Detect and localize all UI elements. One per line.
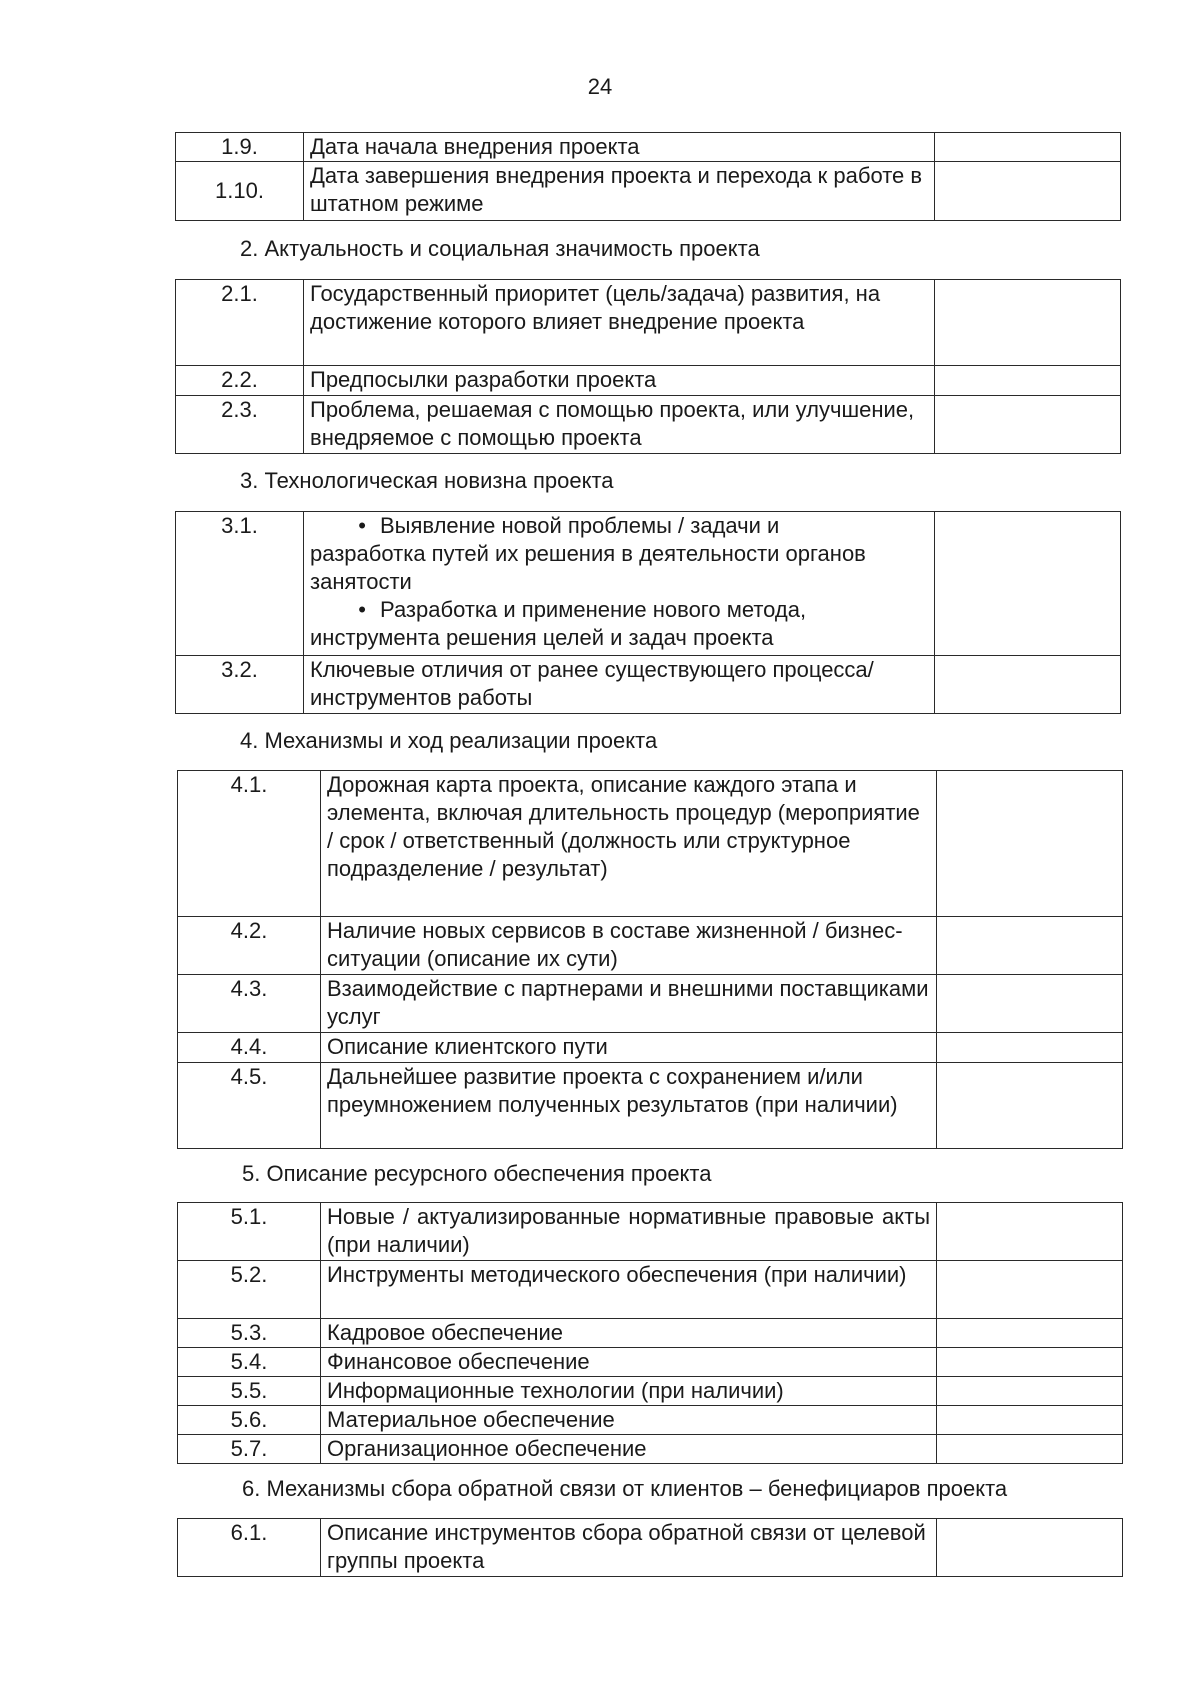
- row-text: Материальное обеспечение: [321, 1406, 937, 1435]
- row-number: 5.3.: [178, 1319, 321, 1348]
- page-number: 24: [587, 74, 613, 99]
- row-number: 5.5.: [178, 1377, 321, 1406]
- row-number: 1.10.: [176, 162, 304, 221]
- row-text: Описание инструментов сбора обратной связи от целевой группы проекта: [321, 1519, 937, 1577]
- row-text: Ключевые отличия от ранее существующего процесса/инструментов работы: [304, 656, 935, 714]
- row-text: Дорожная карта проекта, описание каждого этапа и элемента, включая длительность процедур (мероприятие / срок / ответственный (должность или структурное подразделение / результат): [321, 771, 937, 917]
- row-number: 4.3.: [178, 975, 321, 1033]
- bullet-icon: •: [358, 513, 366, 538]
- row-text: [304, 512, 935, 656]
- row-text: Инструменты методического обеспечения (при наличии): [321, 1261, 937, 1319]
- table-dates: [175, 132, 1121, 221]
- row-number: 5.7.: [178, 1435, 321, 1464]
- table-row: [176, 656, 1121, 714]
- table-row: [178, 1033, 1123, 1063]
- bullet-item: • Разработка и применение нового метода,: [310, 596, 928, 624]
- section-title: 4. Механизмы и ход реализации проекта: [240, 728, 658, 753]
- bullet-continuation: инструмента решения целей и задач проекта: [310, 625, 774, 650]
- row-number: 4.2.: [178, 917, 321, 975]
- value-cell[interactable]: [937, 1033, 1123, 1063]
- row-text: Наличие новых сервисов в составе жизненной / бизнес-ситуации (описание их сути): [321, 917, 937, 975]
- value-cell[interactable]: [935, 656, 1121, 714]
- table-novelty: [175, 511, 1121, 714]
- row-text: Предпосылки разработки проекта: [304, 366, 935, 396]
- table-row: [178, 1348, 1123, 1377]
- table-row: [178, 771, 1123, 917]
- row-text: Кадровое обеспечение: [321, 1319, 937, 1348]
- row-number: 2.1.: [176, 280, 304, 366]
- row-number: 3.1.: [176, 512, 304, 656]
- value-cell[interactable]: [937, 1519, 1123, 1577]
- row-number: 4.1.: [178, 771, 321, 917]
- table-row: [178, 1377, 1123, 1406]
- row-number: 5.6.: [178, 1406, 321, 1435]
- value-cell[interactable]: [937, 771, 1123, 917]
- row-text: Организационное обеспечение: [321, 1435, 937, 1464]
- row-text: Новые / актуализированные нормативные правовые акты (при наличии): [321, 1203, 937, 1261]
- table-row: [176, 280, 1121, 366]
- table-row: [176, 133, 1121, 162]
- table-row: [178, 1203, 1123, 1261]
- value-cell[interactable]: [937, 917, 1123, 975]
- value-cell[interactable]: [937, 975, 1123, 1033]
- table-row: [176, 366, 1121, 396]
- table-row: [178, 1406, 1123, 1435]
- value-cell[interactable]: [937, 1348, 1123, 1377]
- row-number: 2.3.: [176, 396, 304, 454]
- value-cell[interactable]: [937, 1261, 1123, 1319]
- table-feedback: [177, 1518, 1123, 1577]
- row-text: Проблема, решаемая с помощью проекта, или улучшение, внедряемое с помощью проекта: [304, 396, 935, 454]
- row-number: 5.2.: [178, 1261, 321, 1319]
- row-number: 4.4.: [178, 1033, 321, 1063]
- table-row: [178, 975, 1123, 1033]
- value-cell[interactable]: [937, 1319, 1123, 1348]
- table-resources: [177, 1202, 1123, 1464]
- row-number: 3.2.: [176, 656, 304, 714]
- value-cell[interactable]: [935, 162, 1121, 221]
- table-row: [178, 1519, 1123, 1577]
- row-number: 5.4.: [178, 1348, 321, 1377]
- row-number: 5.1.: [178, 1203, 321, 1261]
- section-title: 6. Механизмы сбора обратной связи от клиентов – бенефициаров проекта: [242, 1476, 1008, 1501]
- row-text: Финансовое обеспечение: [321, 1348, 937, 1377]
- row-text: Дата начала внедрения проекта: [304, 133, 935, 162]
- value-cell[interactable]: [935, 133, 1121, 162]
- table-row: [178, 1319, 1123, 1348]
- value-cell[interactable]: [937, 1203, 1123, 1261]
- bullet-continuation: разработка путей их решения в деятельности органов занятости: [310, 541, 866, 594]
- section-title: 5. Описание ресурсного обеспечения проекта: [242, 1161, 712, 1186]
- row-number: 1.9.: [176, 133, 304, 162]
- table-mechanisms: [177, 770, 1123, 1149]
- row-number: 4.5.: [178, 1063, 321, 1149]
- bullet-icon: •: [358, 597, 366, 622]
- table-row: [178, 1261, 1123, 1319]
- row-text: Взаимодействие с партнерами и внешними поставщиками услуг: [321, 975, 937, 1033]
- row-text: Дата завершения внедрения проекта и перехода к работе в штатном режиме: [304, 162, 935, 221]
- row-text: Информационные технологии (при наличии): [321, 1377, 937, 1406]
- row-text: Описание клиентского пути: [321, 1033, 937, 1063]
- table-row: [178, 1435, 1123, 1464]
- value-cell[interactable]: [937, 1435, 1123, 1464]
- value-cell[interactable]: [935, 512, 1121, 656]
- table-row: [178, 917, 1123, 975]
- value-cell[interactable]: [937, 1406, 1123, 1435]
- value-cell[interactable]: [935, 280, 1121, 366]
- value-cell[interactable]: [935, 366, 1121, 396]
- table-row: [178, 1063, 1123, 1149]
- table-row: [176, 162, 1121, 221]
- row-text: Дальнейшее развитие проекта с сохранением и/или преумножением полученных результатов (при наличии): [321, 1063, 937, 1149]
- table-row: [176, 512, 1121, 656]
- table-row: [176, 396, 1121, 454]
- table-relevance: [175, 279, 1121, 454]
- row-number: 2.2.: [176, 366, 304, 396]
- section-title: 3. Технологическая новизна проекта: [240, 468, 614, 493]
- value-cell[interactable]: [937, 1063, 1123, 1149]
- row-number: 6.1.: [178, 1519, 321, 1577]
- value-cell[interactable]: [935, 396, 1121, 454]
- row-text: Государственный приоритет (цель/задача) развития, на достижение которого влияет внедрение проекта: [304, 280, 935, 366]
- section-title: 2. Актуальность и социальная значимость проекта: [240, 236, 760, 261]
- bullet-item: • Выявление новой проблемы / задачи и: [310, 512, 928, 540]
- value-cell[interactable]: [937, 1377, 1123, 1406]
